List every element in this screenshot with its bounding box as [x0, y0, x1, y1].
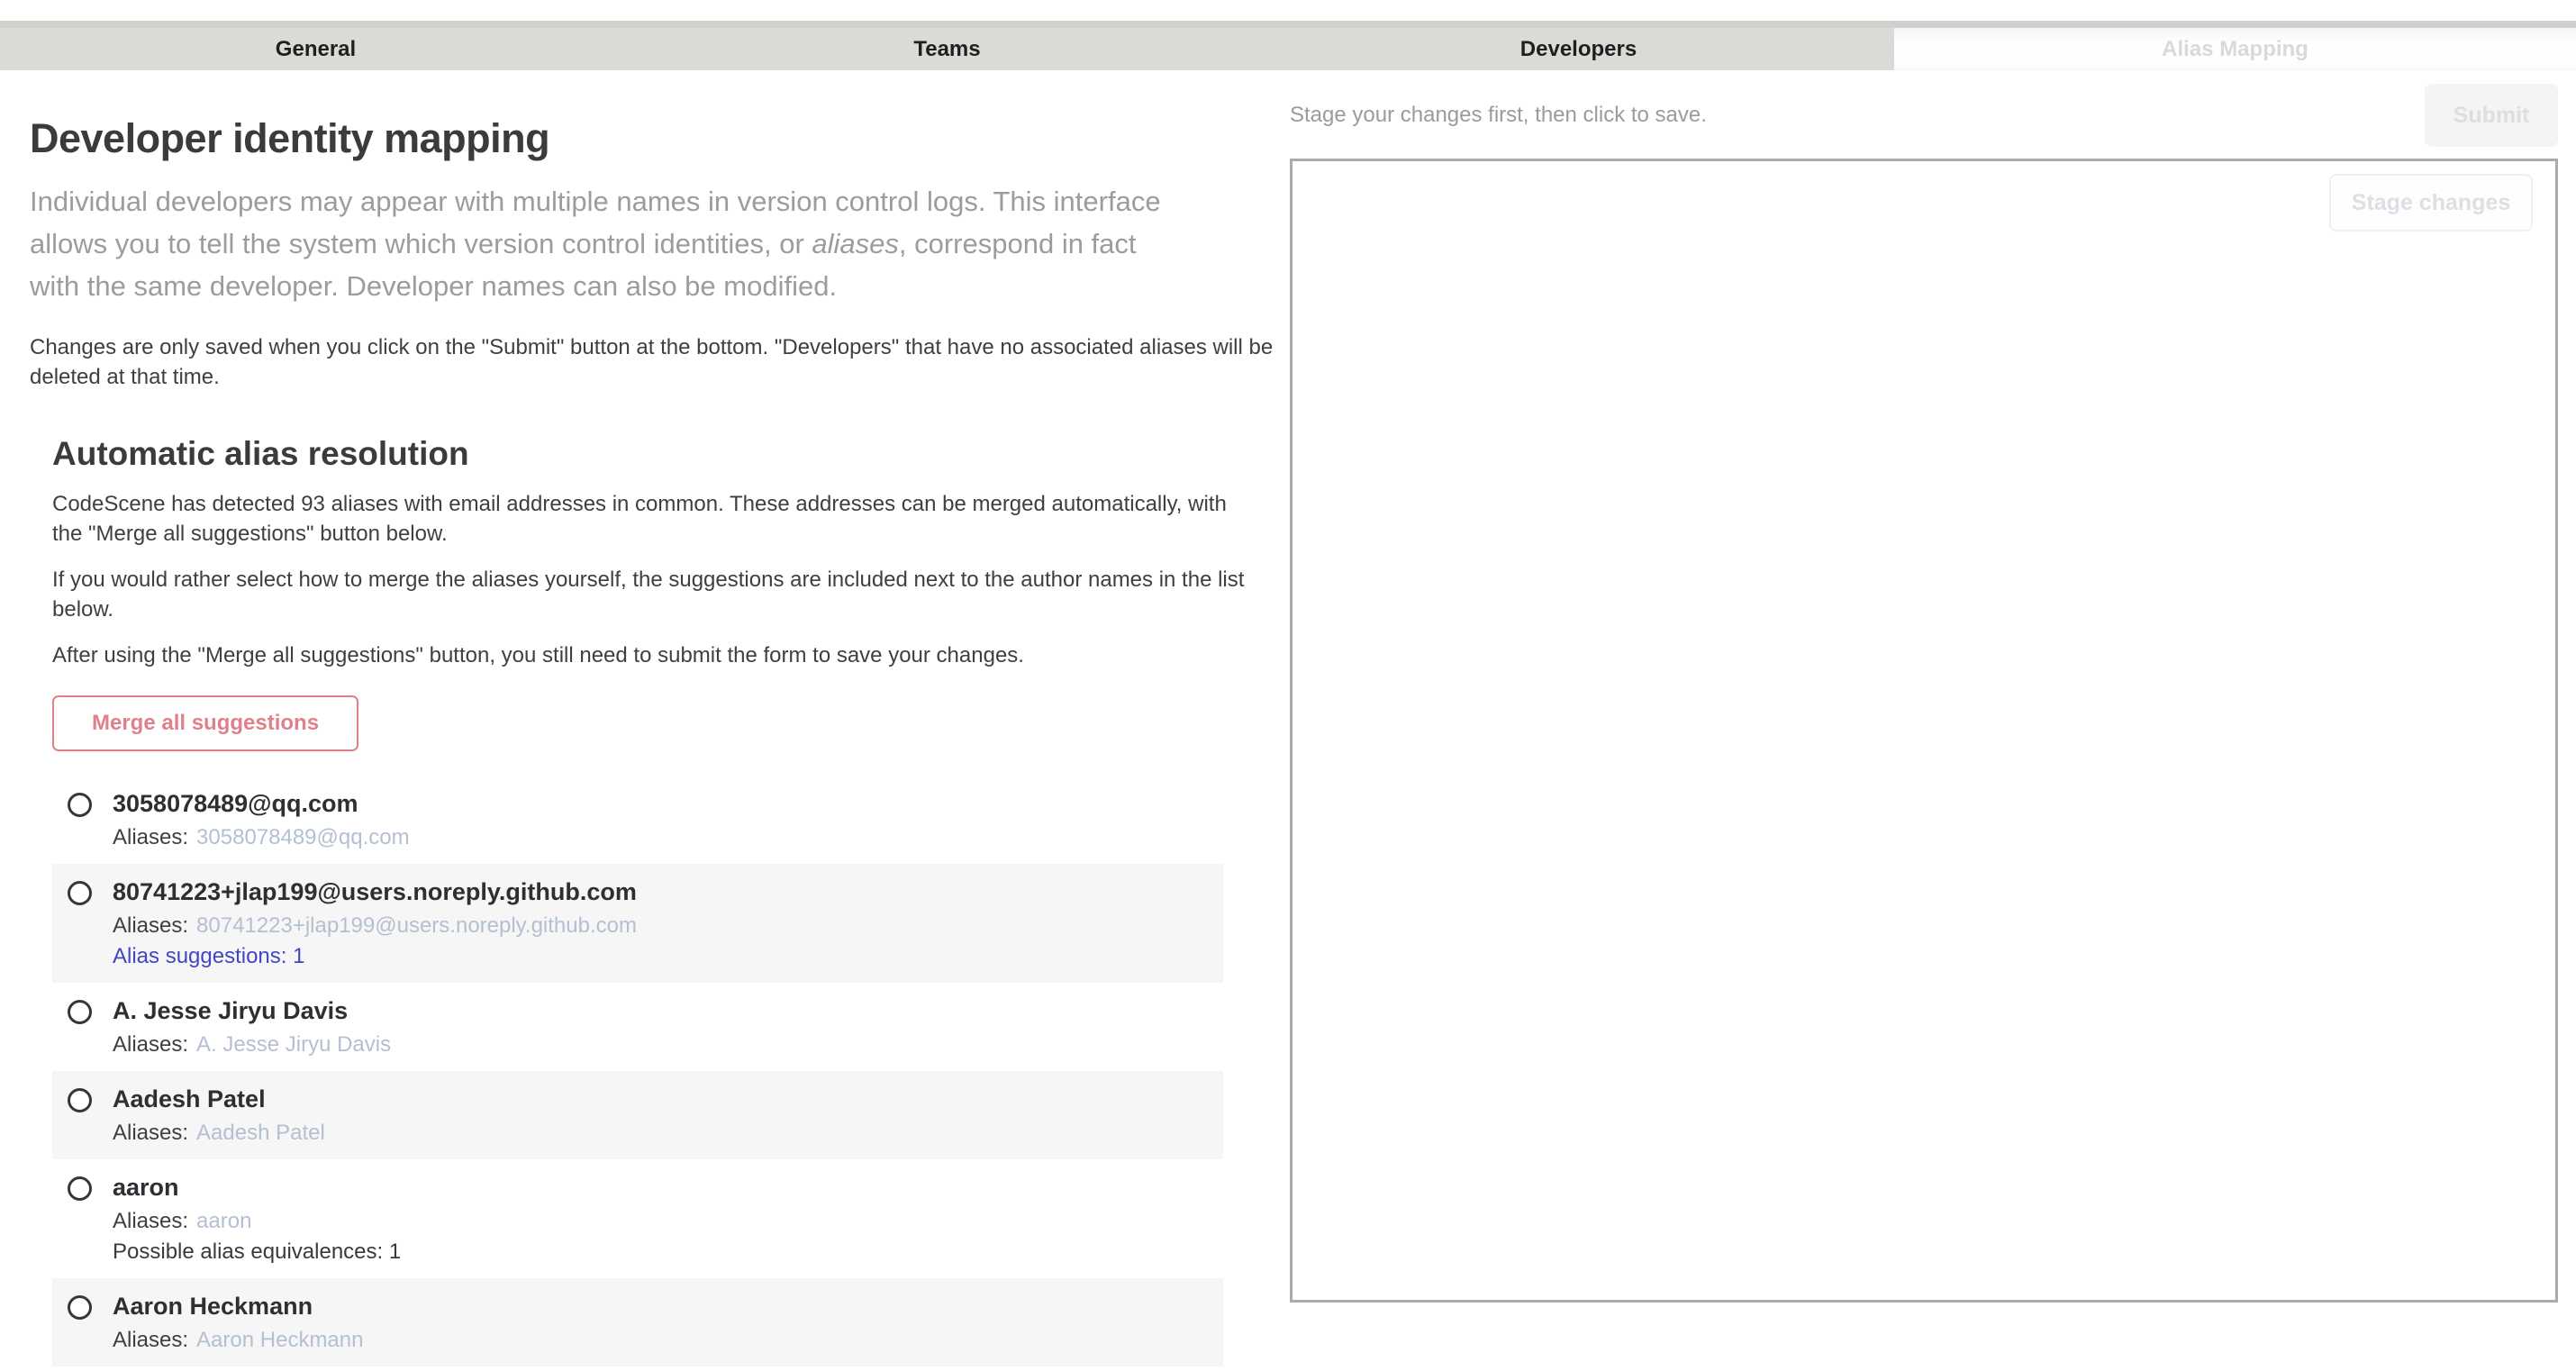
radio-button[interactable] — [68, 793, 92, 817]
developer-row — [52, 776, 1223, 864]
aliases-label: Aliases: — [113, 1032, 189, 1057]
developer-row — [52, 1071, 1223, 1159]
developer-name: Aadesh Patel — [113, 1085, 266, 1112]
auto-resolution-heading: Automatic alias resolution — [52, 435, 469, 472]
intro-text-start: Individual developers may appear with multiple names in version control logs. This interface allows you to tell the system which version control identities, or — [30, 186, 1161, 259]
aliases-label: Aliases: — [113, 1328, 189, 1352]
aliases-label: Aliases: — [113, 1121, 189, 1145]
intro-text — [30, 180, 1174, 307]
aliases-line — [113, 1209, 401, 1234]
submit-button[interactable]: Submit — [2425, 84, 2558, 147]
alias-value: A. Jesse Jiryu Davis — [196, 1032, 392, 1057]
radio-button[interactable] — [68, 881, 92, 905]
alias-equivalences-text: Possible alias equivalences: 1 — [113, 1239, 402, 1264]
developer-info — [113, 1173, 401, 1265]
developer-info — [113, 996, 391, 1058]
radio-button[interactable] — [68, 1295, 92, 1320]
stage-changes-button[interactable]: Stage changes — [2329, 174, 2533, 232]
alias-value: Aadesh Patel — [196, 1121, 325, 1145]
developer-row — [52, 1159, 1223, 1278]
page-title: Developer identity mapping — [30, 115, 550, 161]
aliases-line — [113, 1328, 363, 1353]
alias-suggestions-link[interactable]: Alias suggestions: 1 — [113, 944, 305, 968]
developer-name: 80741223+jlap199@users.noreply.github.com — [113, 878, 637, 905]
aliases-line — [113, 913, 637, 939]
alias-value: 3058078489@qq.com — [196, 825, 410, 849]
tab-bar — [0, 21, 2576, 70]
auto-resolution-paragraph-1: CodeScene has detected 93 aliases with email addresses in common. These addresses can be merged automatically, with the "Merge all suggestions" button below. — [52, 492, 1227, 546]
staging-header — [1290, 84, 2558, 147]
top-strip — [0, 0, 2576, 21]
developer-info — [113, 1085, 325, 1146]
aliases-label: Aliases: — [113, 913, 189, 938]
developer-info — [113, 789, 410, 850]
tab-teams[interactable]: Teams — [631, 28, 1263, 70]
developer-row — [52, 983, 1223, 1071]
intro-text-end: , correspond in fact with the same developer. Developer names can also be modified. — [30, 228, 1137, 302]
developer-row — [52, 864, 1223, 983]
radio-button[interactable] — [68, 1088, 92, 1112]
aliases-label: Aliases: — [113, 1209, 189, 1233]
main-content — [0, 70, 2576, 1366]
aliases-label: Aliases: — [113, 825, 189, 849]
developer-name: aaron — [113, 1174, 179, 1201]
aliases-line — [113, 1032, 391, 1058]
staging-instruction: Stage your changes first, then click to save. — [1290, 103, 1707, 127]
tab-alias-mapping[interactable]: Alias Mapping — [1894, 28, 2576, 70]
aliases-line — [113, 825, 410, 850]
auto-resolution-paragraph-3: After using the "Merge all suggestions" button, you still need to submit the form to save your changes. — [52, 643, 1024, 667]
auto-resolution-paragraph-2: If you would rather select how to merge the aliases yourself, the suggestions are included next to the author names in the list below. — [52, 567, 1245, 622]
staging-column — [1290, 70, 2558, 1303]
developer-name: 3058078489@qq.com — [113, 790, 358, 817]
developer-list — [52, 776, 1223, 1366]
alias-value: aaron — [196, 1209, 252, 1233]
radio-button[interactable] — [68, 1176, 92, 1201]
tab-general[interactable]: General — [0, 28, 631, 70]
developer-mapping-column — [0, 70, 1290, 1366]
alias-value: 80741223+jlap199@users.noreply.github.com — [196, 913, 637, 938]
developer-info — [113, 1292, 363, 1353]
developer-row — [52, 1278, 1223, 1366]
developer-name: A. Jesse Jiryu Davis — [113, 997, 349, 1024]
alias-value: Aaron Heckmann — [196, 1328, 364, 1352]
tab-developers[interactable]: Developers — [1263, 28, 1894, 70]
developer-name: Aaron Heckmann — [113, 1293, 313, 1320]
aliases-line — [113, 1121, 325, 1146]
save-note: Changes are only saved when you click on the "Submit" button at the bottom. "Developers" that have no associated aliases will be deleted at that time. — [30, 335, 1274, 389]
auto-resolution-section — [30, 435, 1290, 1366]
developer-info — [113, 877, 637, 969]
aliases-italic: aliases — [812, 228, 899, 259]
staging-area — [1290, 159, 2558, 1303]
merge-all-suggestions-button[interactable]: Merge all suggestions — [52, 695, 358, 751]
radio-button[interactable] — [68, 1000, 92, 1024]
